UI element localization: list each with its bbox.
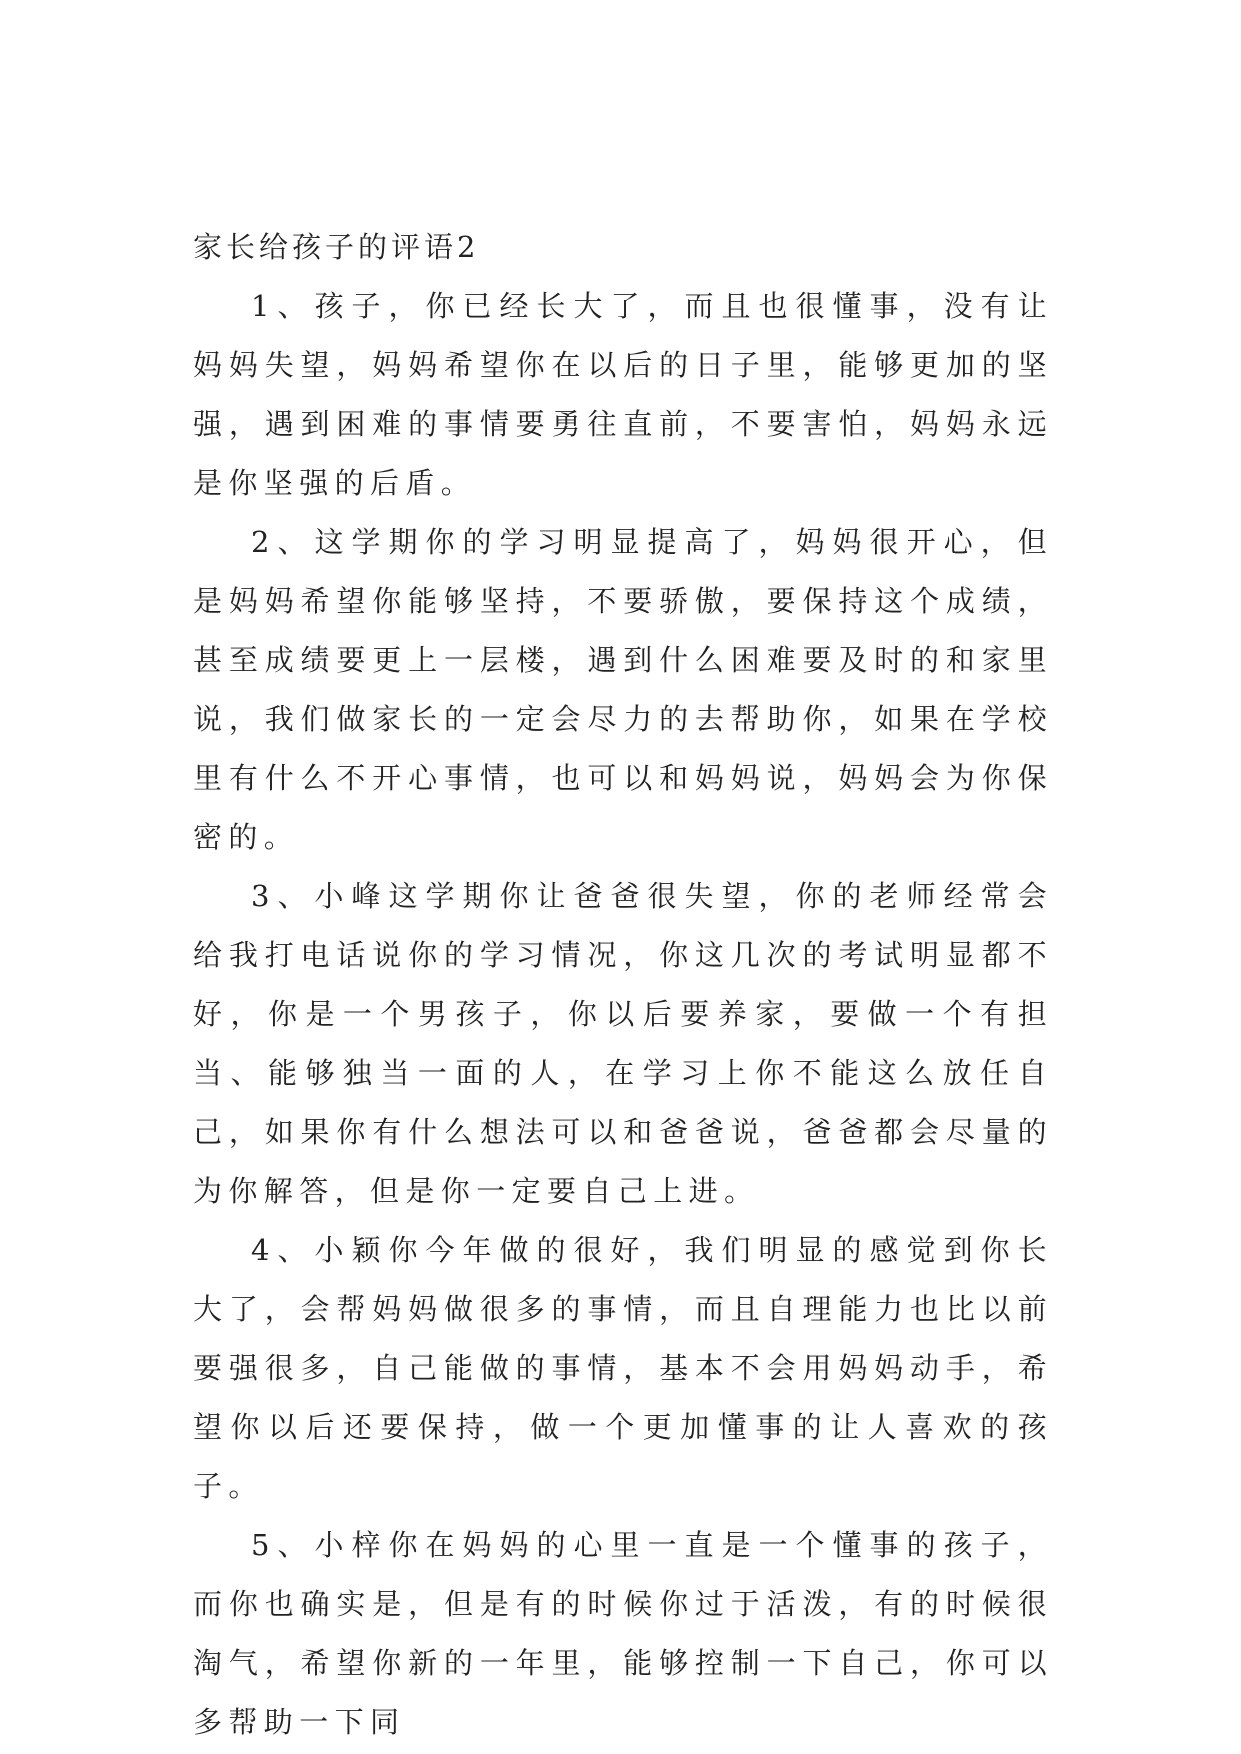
document-title: 家长给孩子的评语2 — [193, 230, 480, 264]
paragraph-1: 1、孩子，你已经长大了，而且也很懂事，没有让妈妈失望，妈妈希望你在以后的日子里，能够更加的坚强，遇到困难的事情要勇往直前，不要害怕，妈妈永远是你坚强的后盾。 — [193, 289, 1053, 500]
document-body — [193, 218, 1053, 1752]
paragraph-3: 3、小峰这学期你让爸爸很失望，你的老师经常会给我打电话说你的学习情况，你这几次的考试明显都不好，你是一个男孩子，你以后要养家，要做一个有担当、能够独当一面的人，在学习上你不能这么放任自己，如果你有什么想法可以和爸爸说，爸爸都会尽量的为你解答，但是你一定要自己上进。 — [193, 879, 1053, 1208]
paragraph-5: 5、小梓你在妈妈的心里一直是一个懂事的孩子，而你也确实是，但是有的时候你过于活泼，有的时候很淘气，希望你新的一年里，能够控制一下自己，你可以多帮助一下同 — [193, 1528, 1053, 1739]
paragraph-4: 4、小颖你今年做的很好，我们明显的感觉到你长大了，会帮妈妈做很多的事情，而且自理能力也比以前要强很多，自己能做的事情，基本不会用妈妈动手，希望你以后还要保持，做一个更加懂事的让人喜欢的孩子。 — [193, 1233, 1053, 1503]
paragraph-2: 2、这学期你的学习明显提高了，妈妈很开心，但是妈妈希望你能够坚持，不要骄傲，要保持这个成绩，甚至成绩要更上一层楼，遇到什么困难要及时的和家里说，我们做家长的一定会尽力的去帮助你，如果在学校里有什么不开心事情，也可以和妈妈说，妈妈会为你保密的。 — [193, 525, 1053, 854]
